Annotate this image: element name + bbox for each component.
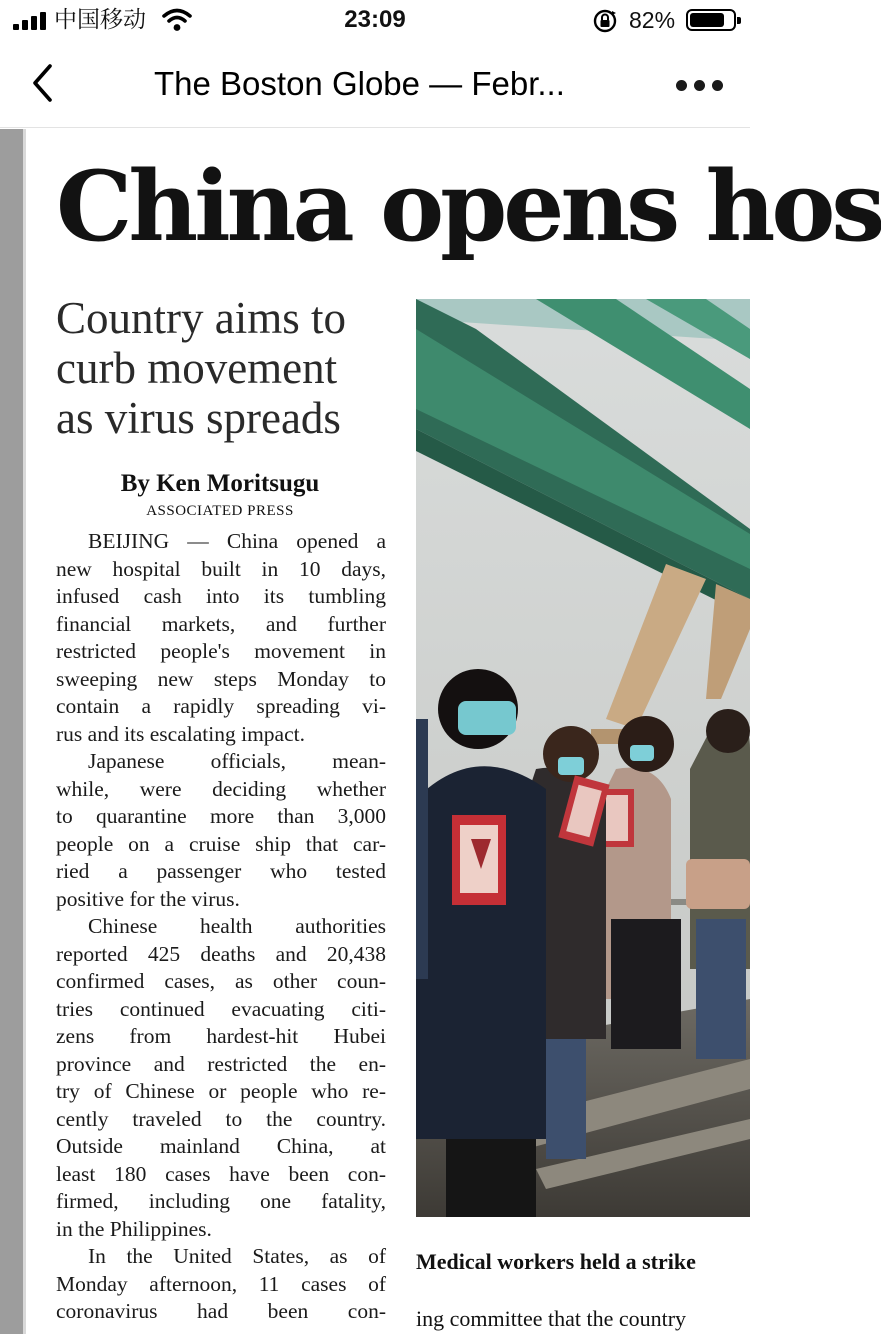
page-title: The Boston Globe — Febr... (154, 65, 565, 102)
body-line: coronavirus had been con- (56, 1299, 386, 1323)
subhead-line: curb movement (56, 343, 338, 393)
body-line: reported 425 deaths and 20,438 (56, 941, 386, 966)
body-line: sweeping new steps Monday to (56, 666, 386, 691)
body-line: positive for the virus. (56, 886, 240, 911)
body-line: least 180 cases have been con- (56, 1161, 386, 1186)
battery-percent: 82% (629, 7, 676, 33)
body-line: cently traveled to the country. (56, 1106, 386, 1131)
body-line: financial markets, and further (56, 611, 386, 636)
body-line: to quarantine more than 3,000 (56, 804, 386, 828)
headline: China opens hos (56, 150, 881, 263)
body-line: BEIJING — China opened a (88, 529, 386, 553)
body-line: firmed, including one fatality, (56, 1189, 386, 1213)
newspaper-page[interactable] (0, 129, 881, 1334)
battery-level-fill (690, 13, 724, 27)
article-body (56, 528, 386, 1326)
body-line: Monday afternoon, 11 cases of (56, 1271, 386, 1296)
more-options-icon[interactable] (674, 66, 726, 100)
body-line: while, were deciding whether (56, 776, 386, 801)
article-continued-text: ing committee that the country (416, 1306, 687, 1331)
body-line: rus and its escalating impact. (56, 721, 305, 746)
body-line: try of Chinese or people who re- (56, 1079, 386, 1103)
photo-caption: Medical workers held a strike (416, 1249, 696, 1274)
body-line: people on a cruise ship that car- (56, 831, 386, 856)
subheadline (56, 293, 396, 443)
body-line: infused cash into its tumbling (56, 584, 386, 608)
body-line: zens from hardest-hit Hubei (56, 1024, 386, 1048)
status-bar (0, 0, 750, 40)
carrier-name: 中国移动 (54, 7, 146, 33)
nav-bar (0, 40, 750, 128)
body-line: Japanese officials, mean- (88, 749, 386, 773)
body-line: Outside mainland China, at (56, 1134, 386, 1158)
body-line: province and restricted the en- (56, 1051, 386, 1076)
news-agency: ASSOCIATED PRESS (146, 503, 294, 519)
body-line: in the Philippines. (56, 1216, 212, 1241)
battery-icon (686, 9, 736, 31)
body-line: new hospital built in 10 days, (56, 556, 386, 581)
body-line: restricted people's movement in (56, 639, 386, 663)
subhead-line: Country aims to (56, 293, 346, 343)
body-line: contain a rapidly spreading vi- (56, 694, 386, 718)
body-line: In the United States, as of (88, 1244, 386, 1268)
body-line: ried a passenger who tested (56, 859, 386, 883)
body-line: tries continued evacuating citi- (56, 996, 386, 1021)
page-gutter (0, 129, 23, 1334)
article-photo (416, 299, 750, 1217)
back-chevron-icon[interactable] (28, 60, 58, 106)
body-line: Chinese health authorities (88, 914, 386, 938)
byline: By Ken Moritsugu (120, 470, 320, 497)
subhead-line: as virus spreads (56, 393, 341, 443)
rotation-lock-icon (592, 8, 618, 34)
body-line: confirmed cases, as other coun- (56, 969, 386, 993)
status-time: 23:09 (344, 6, 406, 33)
